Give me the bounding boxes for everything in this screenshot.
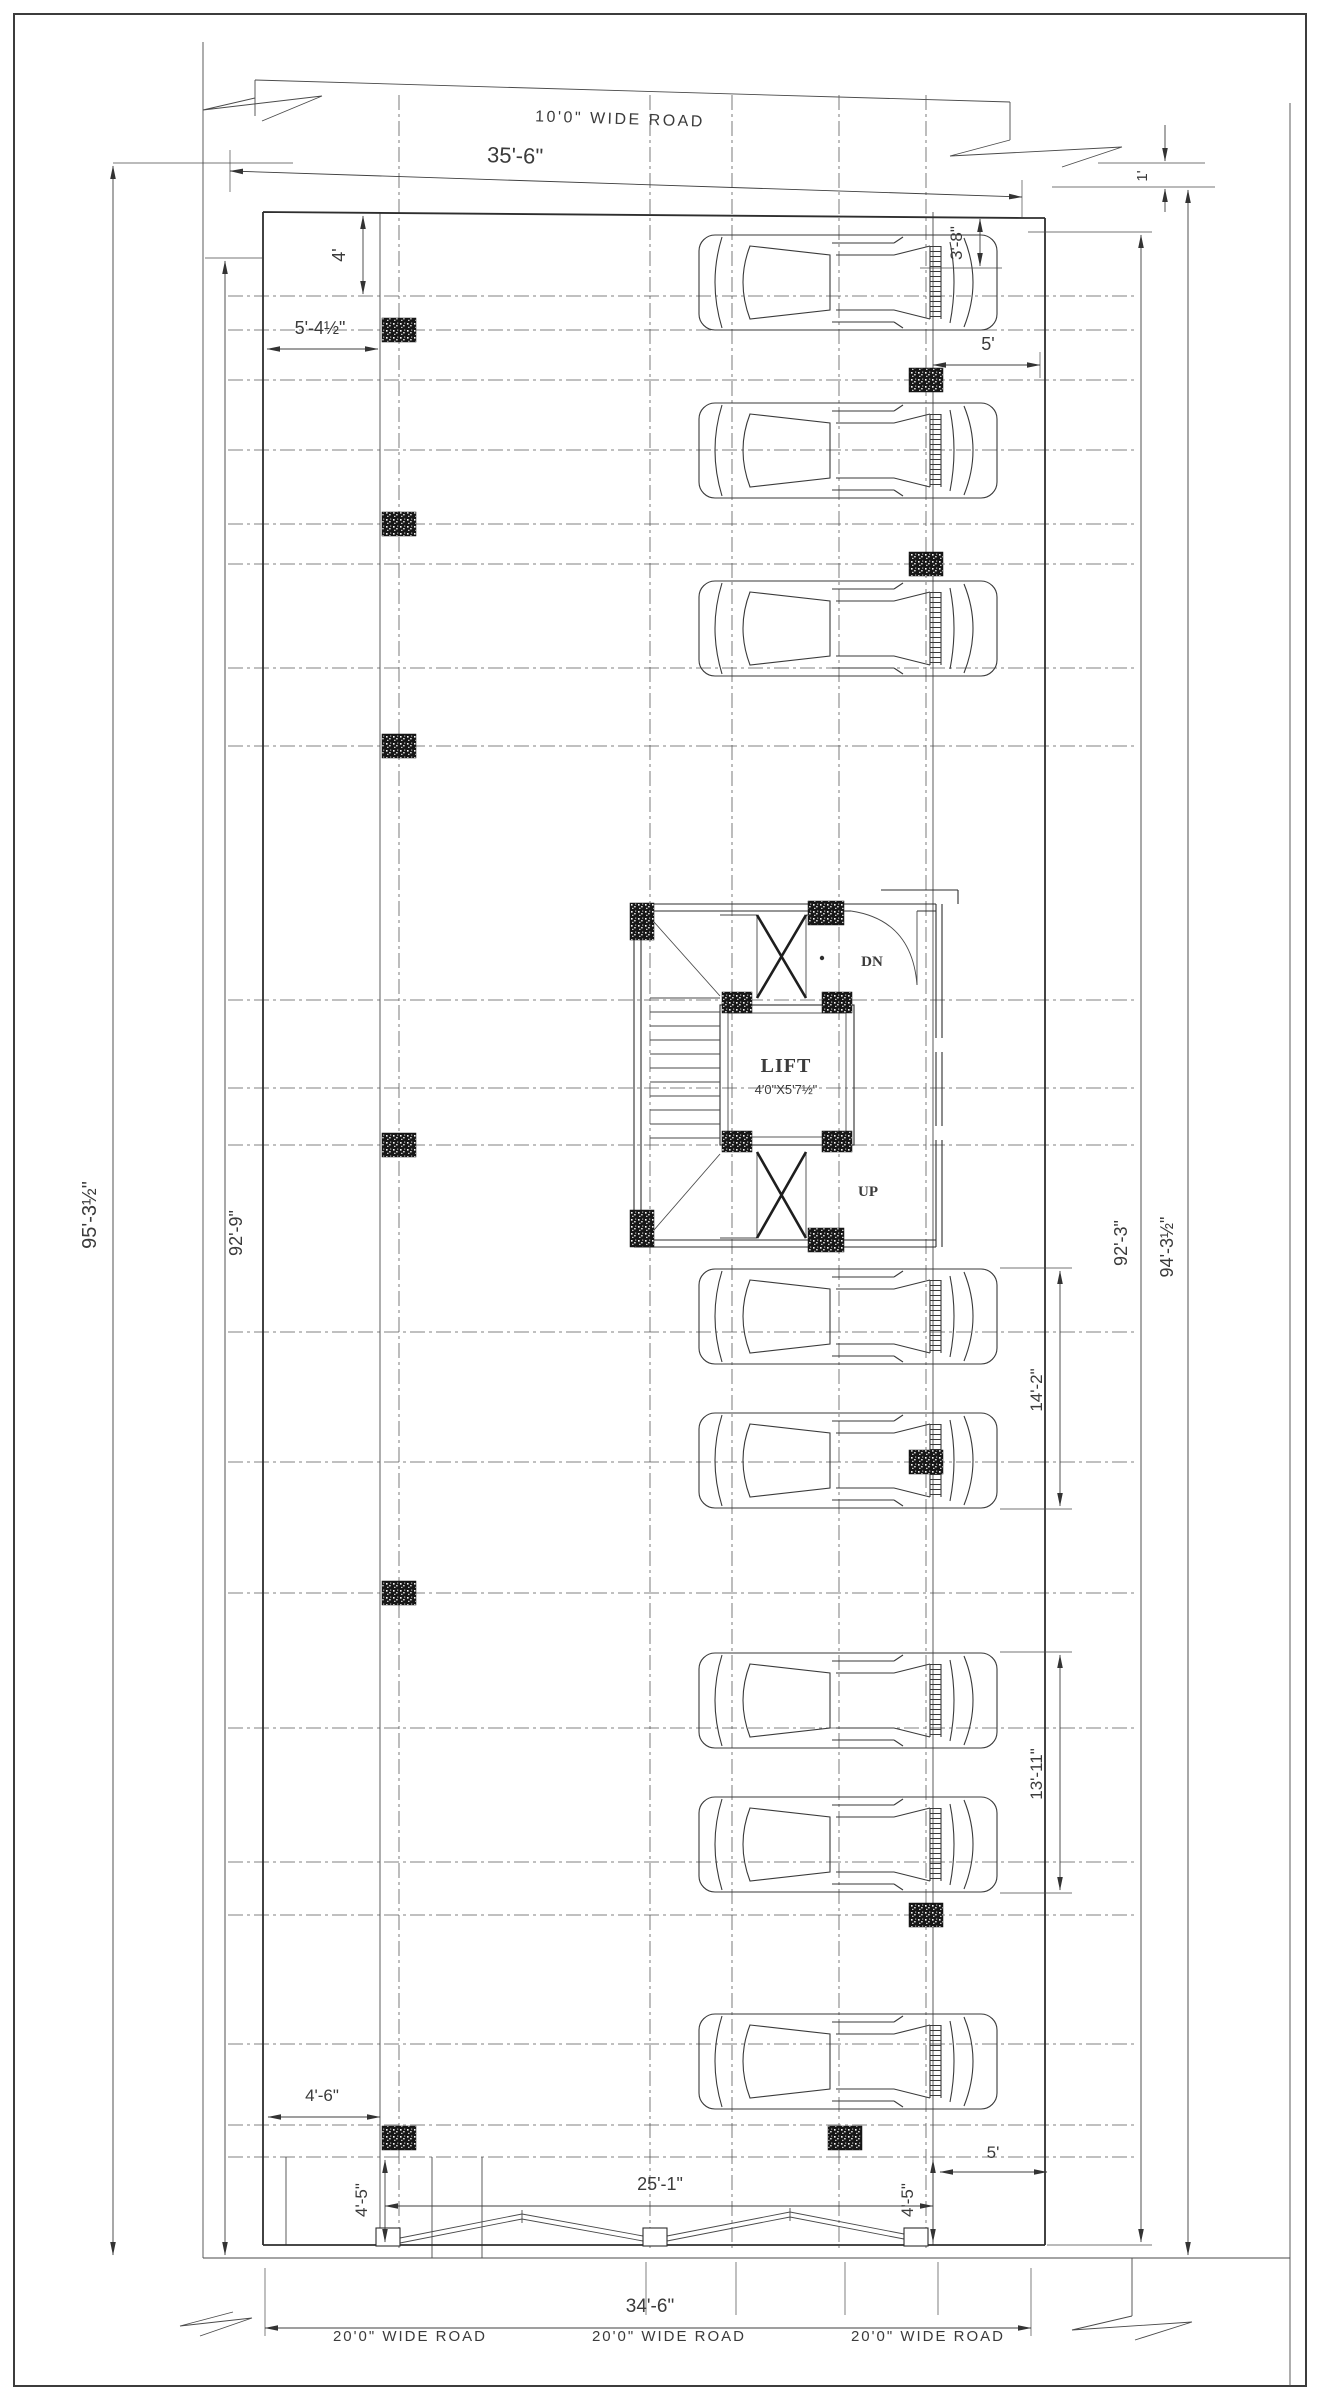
dim-top-width: 35'-6" — [486, 142, 544, 169]
door-pivot-dot — [820, 956, 824, 960]
gate-post-right — [904, 2228, 928, 2246]
dim-apron-left: 4'-5" — [352, 2183, 371, 2217]
dim-col-offset: 5'-4½" — [294, 318, 346, 338]
dim-aisle-bottom-right: 5' — [986, 2143, 1000, 2162]
dim-top-offset: 4' — [329, 248, 349, 262]
dim-gate-width: 25'-1" — [637, 2174, 683, 2194]
sheet-border — [14, 14, 1306, 2386]
dim-car-clear: 3'-8" — [947, 226, 966, 260]
top-road-label: 10'0" WIDE ROAD — [534, 108, 706, 131]
gate-post-left — [376, 2228, 400, 2246]
dim-bay-a: 14'-2" — [1027, 1368, 1046, 1412]
dim-bottom-width: 34'-6" — [625, 2296, 675, 2317]
stair-up-label: UP — [858, 1184, 878, 1200]
stair-down-label: DN — [861, 954, 883, 970]
bottom-road-labels — [333, 2328, 1005, 2345]
dim-site-left: 95'-3½" — [79, 1181, 101, 1249]
bottom-road-label-2: 20'0" WIDE ROAD — [591, 2328, 747, 2345]
dim-building-right: 92'-3" — [1111, 1220, 1131, 1266]
bottom-road-label-1: 20'0" WIDE ROAD — [332, 2328, 488, 2345]
dim-apron-right: 4'-5" — [898, 2183, 917, 2217]
lift-size-label: 4'0"X5'7½" — [754, 1082, 818, 1097]
bottom-road-label-3: 20'0" WIDE ROAD — [850, 2328, 1006, 2345]
dim-building-left: 92'-9" — [226, 1210, 246, 1256]
dim-aisle-right-top: 5' — [981, 334, 995, 354]
dim-site-right: 94'-3½" — [1157, 1216, 1177, 1278]
dim-road-edge: 1' — [1134, 170, 1151, 182]
lift-label: LIFT — [760, 1055, 812, 1077]
dim-corner-offset: 4'-6" — [305, 2086, 339, 2105]
dim-bay-b: 13'-11" — [1027, 1748, 1046, 1800]
gate-post-middle — [643, 2228, 667, 2246]
